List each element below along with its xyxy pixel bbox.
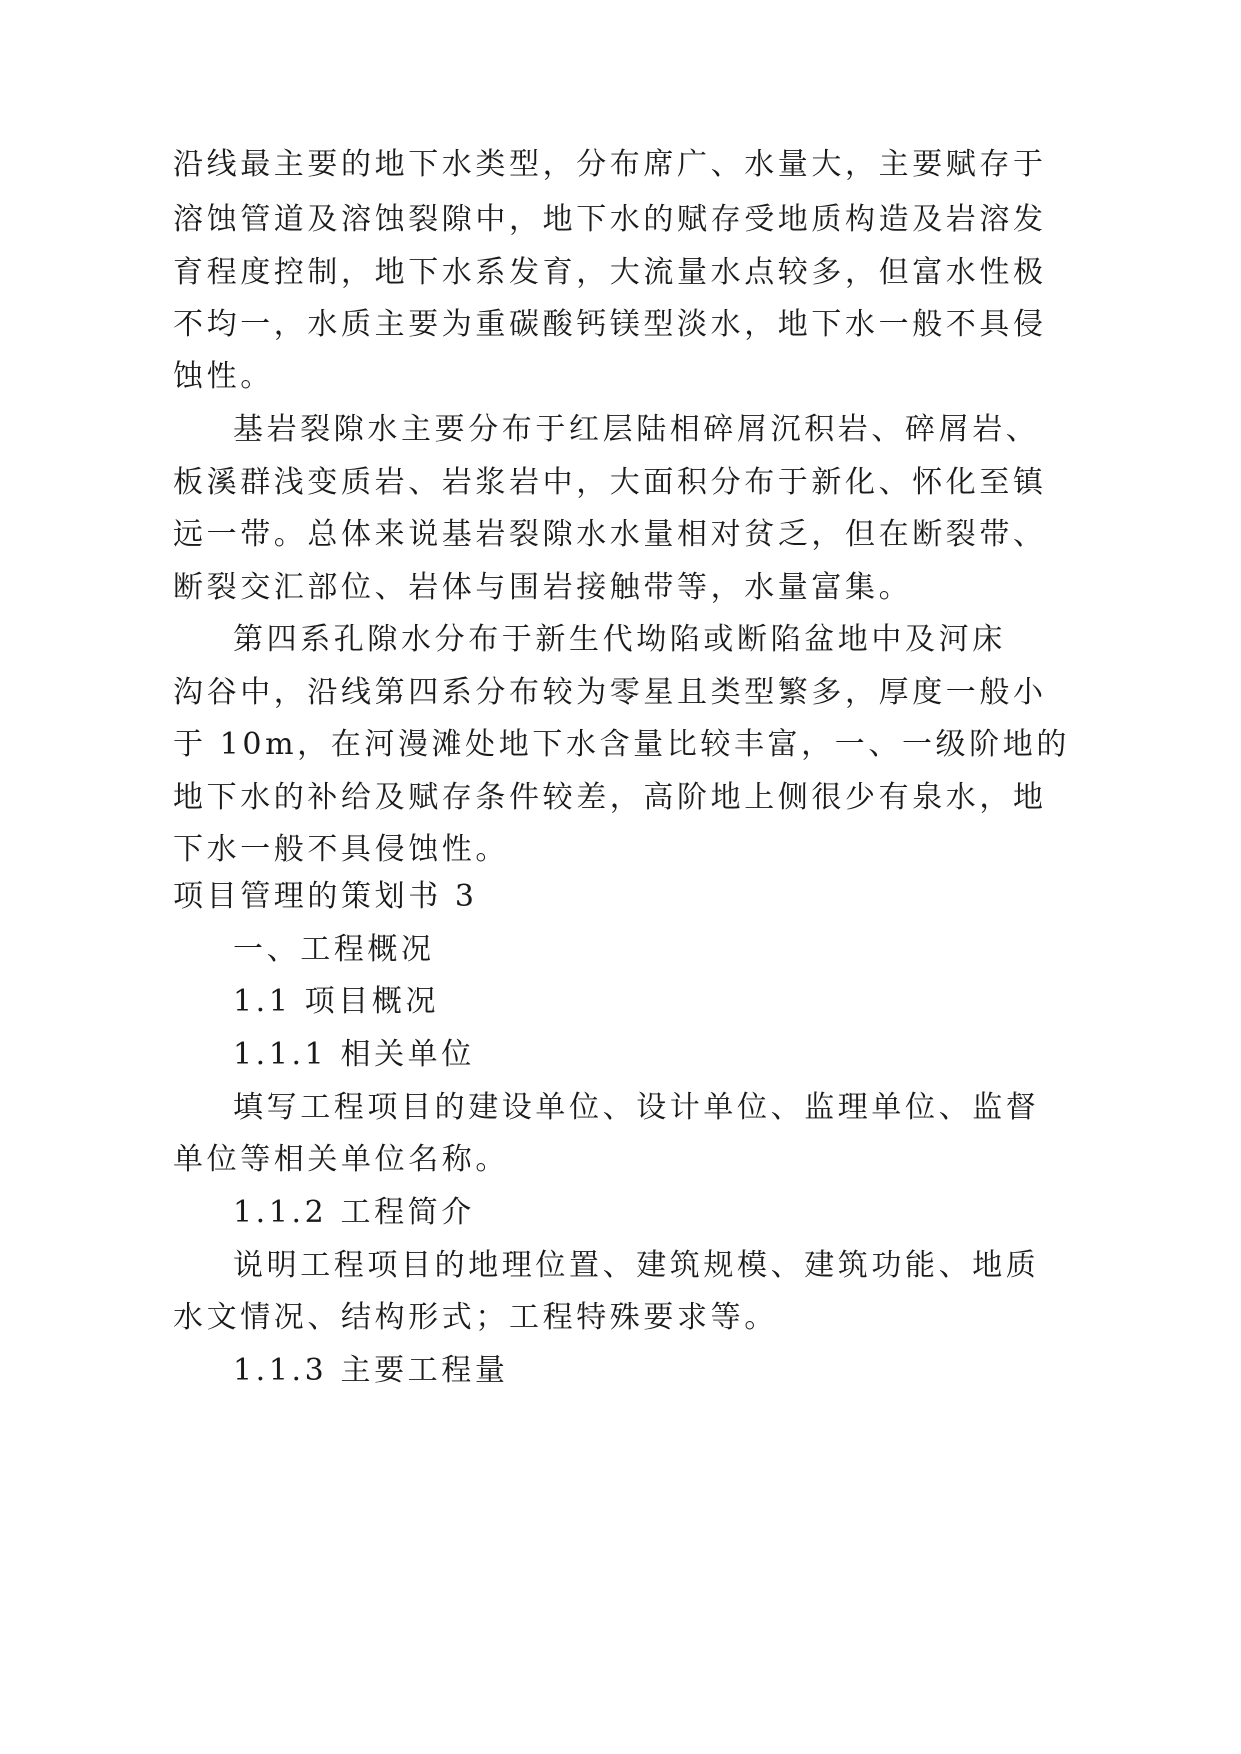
section-heading: 1.1.3 主要工程量 (233, 1353, 509, 1388)
text-line: 沟谷中，沿线第四系分布较为零星且类型繁多，厚度一般小 (173, 675, 1047, 710)
text-line: 单位等相关单位名称。 (173, 1142, 509, 1177)
text-line: 地下水的补给及赋存条件较差，高阶地上侧很少有泉水，地 (173, 780, 1047, 815)
text-line: 沿线最主要的地下水类型，分布席广、水量大，主要赋存于 (173, 147, 1047, 182)
text-line: 填写工程项目的建设单位、设计单位、监理单位、监督 (233, 1090, 1040, 1125)
section-heading: 一、工程概况 (233, 932, 435, 967)
section-heading: 1.1.2 工程简介 (233, 1195, 475, 1230)
section-heading: 1.1 项目概况 (233, 984, 440, 1019)
text-line: 远一带。总体来说基岩裂隙水水量相对贫乏，但在断裂带、 (173, 517, 1047, 552)
text-line: 说明工程项目的地理位置、建筑规模、建筑功能、地质 (233, 1248, 1040, 1283)
text-line: 下水一般不具侵蚀性。 (173, 832, 509, 867)
text-line: 板溪群浅变质岩、岩浆岩中，大面积分布于新化、怀化至镇 (173, 465, 1047, 500)
text-line: 不均一，水质主要为重碳酸钙镁型淡水，地下水一般不具侵 (173, 307, 1047, 342)
text-line: 第四系孔隙水分布于新生代坳陷或断陷盆地中及河床 (233, 622, 1006, 657)
text-line: 溶蚀管道及溶蚀裂隙中，地下水的赋存受地质构造及岩溶发 (173, 202, 1047, 237)
text-line: 基岩裂隙水主要分布于红层陆相碎屑沉积岩、碎屑岩、 (233, 412, 1040, 447)
section-title: 项目管理的策划书 3 (173, 879, 478, 914)
text-line: 断裂交汇部位、岩体与围岩接触带等，水量富集。 (173, 570, 913, 605)
text-line: 于 10m，在河漫滩处地下水含量比较丰富，一、一级阶地的 (173, 727, 1070, 762)
text-line: 水文情况、结构形式；工程特殊要求等。 (173, 1300, 778, 1335)
text-line: 育程度控制，地下水系发育，大流量水点较多，但富水性极 (173, 255, 1047, 290)
section-heading: 1.1.1 相关单位 (233, 1037, 475, 1072)
text-line: 蚀性。 (173, 359, 274, 394)
